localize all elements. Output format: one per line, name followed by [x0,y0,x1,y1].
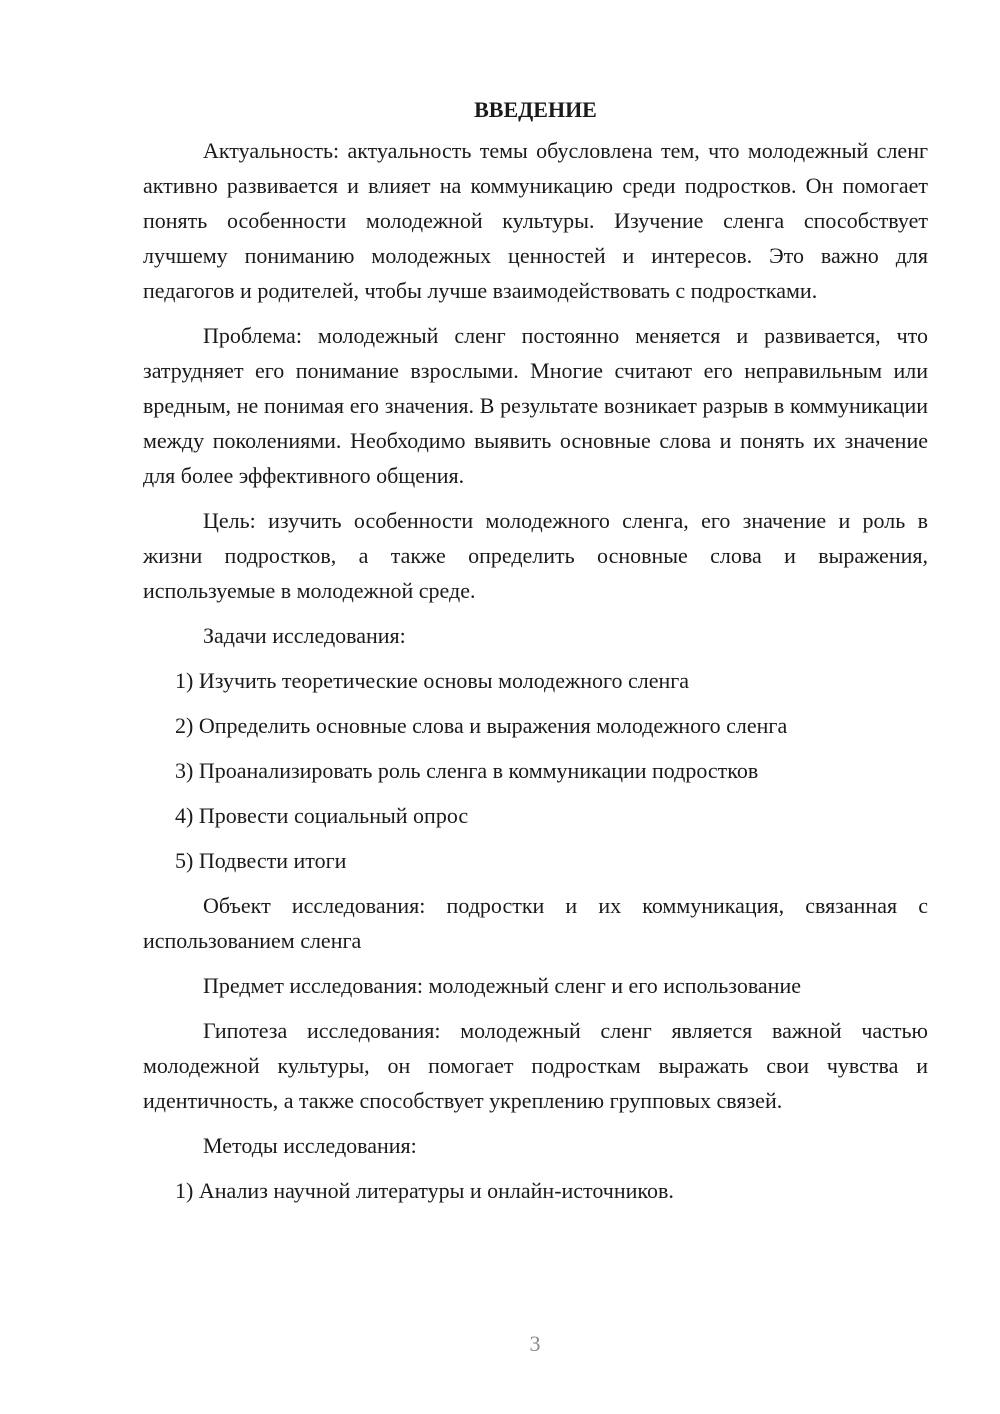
paragraph-object: Объект исследования: подростки и их коммуникация, связанная с использованием сленга [143,893,928,953]
paragraph-goal: Цель: изучить особенности молодежного сленга, его значение и роль в жизни подростков, а также определить основные слова и выражения, используемые в молодежной среде. [143,508,928,603]
list-item: 1) Изучить теоретические основы молодежного сленга [175,668,690,693]
list-item: 4) Провести социальный опрос [175,803,469,828]
list-item: 1) Анализ научной литературы и онлайн-источников. [175,1178,674,1203]
tasks-list [143,663,928,878]
list-item: 2) Определить основные слова и выражения молодежного сленга [175,713,788,738]
tasks-heading: Задачи исследования: [203,623,406,648]
section-title: ВВЕДЕНИЕ [474,97,597,122]
paragraph-problem: Проблема: молодежный сленг постоянно меняется и развивается, что затрудняет его понимание взрослыми. Многие считают его неправильным или вредным, не понимая его значения. В результате возникает разрыв в коммуникации между поколениями. Необходимо выявить основные слова и понять их значение для более эффективного общения. [143,323,928,488]
list-item: 3) Проанализировать роль сленга в коммуникации подростков [175,758,759,783]
paragraph-subject: Предмет исследования: молодежный сленг и его использование [203,973,801,998]
paragraph-hypothesis: Гипотеза исследования: молодежный сленг является важной частью молодежной культуры, он помогает подросткам выражать свои чувства и идентичность, а также способствует укреплению групповых связей. [143,1018,928,1113]
methods-list [143,1173,928,1208]
methods-heading: Методы исследования: [203,1133,417,1158]
page-number: 3 [529,1331,541,1356]
paragraph-relevance: Актуальность: актуальность темы обусловлена тем, что молодежный сленг активно развивается и влияет на коммуникацию среди подростков. Он помогает понять особенности молодежной культуры. Изучение сленга способствует лучшему пониманию молодежных ценностей и интересов. Это важно для педагогов и родителей, чтобы лучше взаимодействовать с подростками. [143,138,928,303]
list-item: 5) Подвести итоги [175,848,347,873]
page-content [143,92,928,1218]
